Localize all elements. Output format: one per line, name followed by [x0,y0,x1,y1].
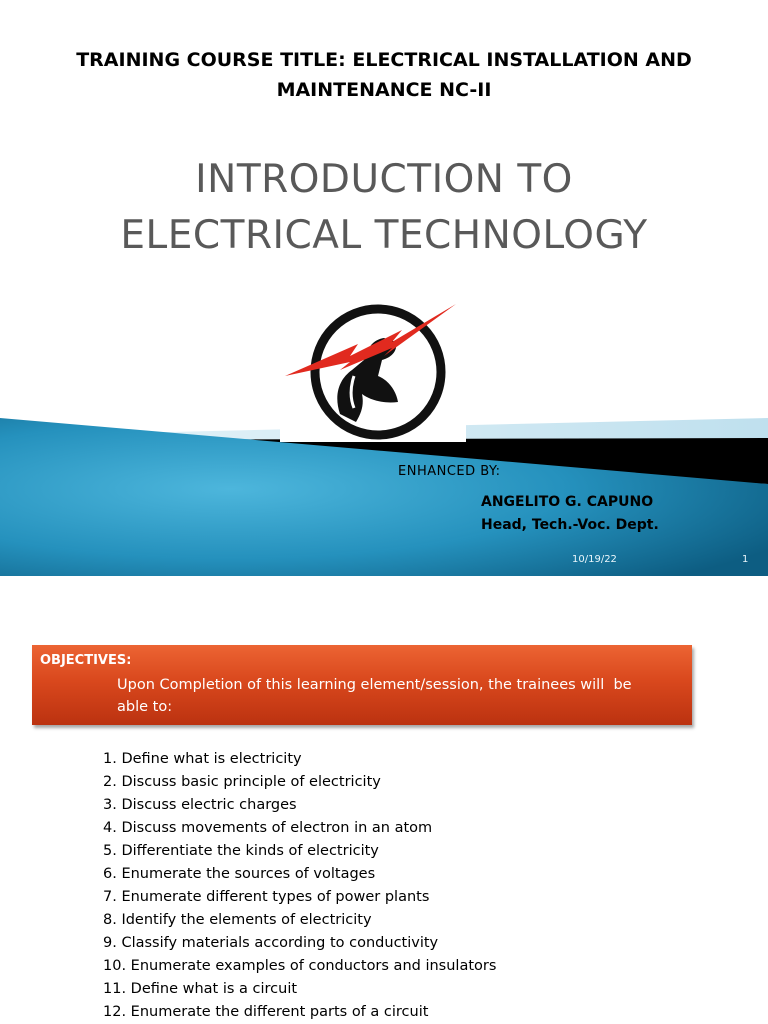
objective-item: 6. Enumerate the sources of voltages [103,866,376,882]
electric-arm-logo [280,296,466,442]
slide-date: 10/19/22 [572,554,617,565]
objectives-intro [117,674,682,718]
objective-item: 7. Enumerate different types of power plants [103,889,430,905]
objective-item: 9. Classify materials according to conductivity [103,935,439,951]
objective-item: 3. Discuss electric charges [103,797,297,813]
objective-item: 8. Identify the elements of electricity [103,912,372,928]
author-role: Head, Tech.-Voc. Dept. [481,517,659,533]
objectives-intro-line1: Upon Completion of this learning element/session, the trainees will be [117,677,632,693]
objective-item: 2. Discuss basic principle of electricity [103,774,381,790]
main-title-line2: ELECTRICAL TECHNOLOGY [120,213,648,258]
main-title [40,152,728,264]
enhanced-by-label: ENHANCED BY: [398,464,501,479]
objective-item: 5. Differentiate the kinds of electricity [103,843,379,859]
course-title-line2: MAINTENANCE NC-II [276,79,492,101]
objectives-banner [32,645,692,725]
objectives-heading: OBJECTIVES: [40,653,132,668]
electric-arm-lightning-logo-icon [280,296,466,442]
course-title-line1: TRAINING COURSE TITLE: ELECTRICAL INSTALLATION AND [76,49,692,71]
author-name: ANGELITO G. CAPUNO [481,494,654,510]
main-title-line1: INTRODUCTION TO [195,157,573,202]
objectives-slide [0,576,768,1024]
objective-item: 4. Discuss movements of electron in an atom [103,820,433,836]
objective-item: 12. Enumerate the different parts of a circuit [103,1004,429,1020]
objective-item: 11. Define what is a circuit [103,981,298,997]
objectives-list [103,748,496,1024]
slide-number: 1 [742,554,749,565]
course-title [20,45,748,105]
objectives-intro-line2: able to: [117,699,173,715]
objective-item: 10. Enumerate examples of conductors and insulators [103,958,497,974]
objective-item: 1. Define what is electricity [103,751,302,767]
